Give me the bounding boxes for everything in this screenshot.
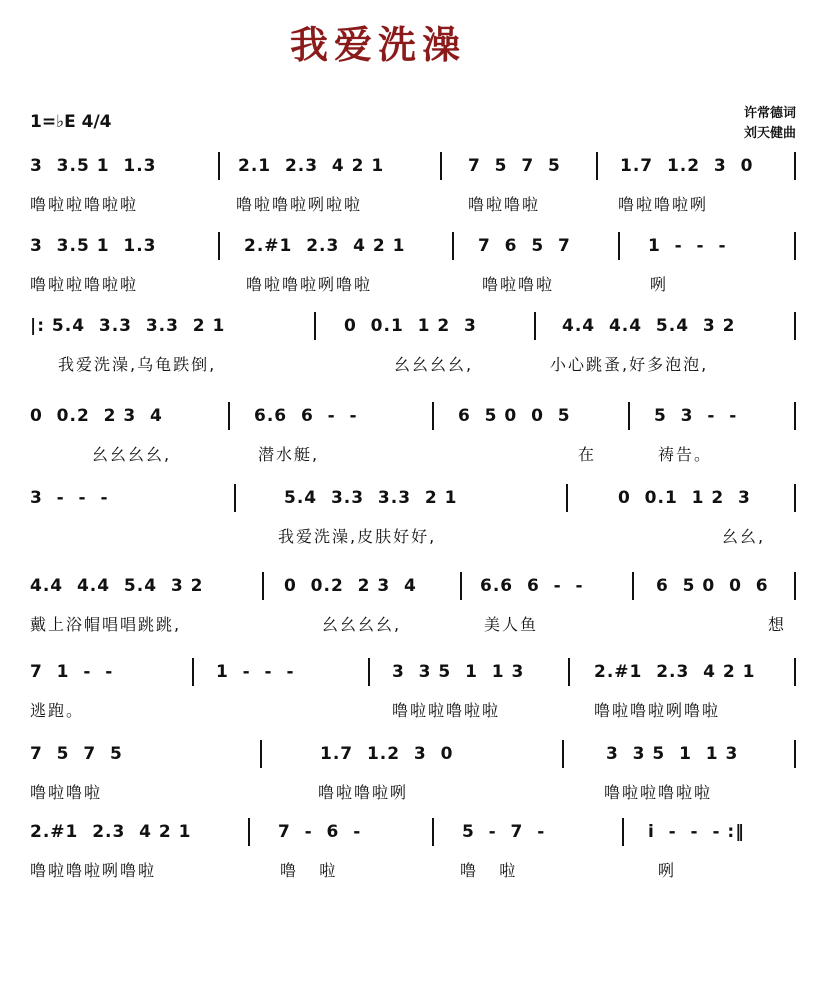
lyric-segment: 我爱洗澡,乌龟跌倒,	[58, 355, 217, 374]
notes-row-3	[22, 312, 802, 342]
song-title: 我爱洗澡	[289, 22, 466, 67]
notes-row-2	[22, 232, 802, 262]
key-signature: 1=♭E 4/4	[30, 112, 112, 132]
measure: i - - - :‖	[648, 822, 745, 842]
barline	[794, 232, 796, 260]
measure: 3 3.5 1 1.3	[30, 236, 157, 256]
composer-credit: 刘天健曲	[743, 126, 796, 141]
measure: 7 - 6 -	[278, 822, 362, 842]
barline	[460, 572, 462, 600]
lyric-segment: 想	[768, 615, 787, 634]
lyric-segment: 噜啦噜啦	[30, 783, 103, 802]
measure: 3 3 5 1 1 3	[606, 744, 739, 764]
lyric-segment: 潜水艇,	[258, 445, 320, 464]
lyric-segment: 噜啦噜啦咧	[618, 195, 709, 214]
measure: 3 - - -	[30, 488, 109, 508]
barline	[314, 312, 316, 340]
notes-row-4	[22, 402, 802, 432]
lyric-segment: 祷告。	[658, 445, 713, 464]
measure: 0 0.1 1 2 3	[344, 316, 477, 336]
lyric-segment: 戴上浴帽唱唱跳跳,	[30, 615, 182, 634]
measure: 7 5 7 5	[468, 156, 561, 176]
measure: 3 3.5 1 1.3	[30, 156, 157, 176]
measure: 7 6 5 7	[478, 236, 571, 256]
barline	[192, 658, 194, 686]
measure: 0 0.1 1 2 3	[618, 488, 751, 508]
notes-row-5	[22, 484, 802, 514]
barline	[632, 572, 634, 600]
measure: 5 - 7 -	[462, 822, 546, 842]
lyric-segment: 噜啦啦噜啦啦	[392, 701, 501, 720]
lyric-segment: 噜啦噜啦咧噜啦	[30, 861, 157, 880]
lyric-segment: 噜啦噜啦	[482, 275, 555, 294]
notes-row-9	[22, 818, 802, 848]
measure: 2.#1 2.3 4 2 1	[244, 236, 406, 256]
notes-row-6	[22, 572, 802, 602]
lyric-segment: 逃跑。	[30, 701, 85, 720]
barline	[618, 232, 620, 260]
lyric-segment: 噜啦噜啦	[468, 195, 541, 214]
measure: 4.4 4.4 5.4 3 2	[30, 576, 204, 596]
lyric-segment: 幺幺,	[722, 527, 766, 546]
barline	[566, 484, 568, 512]
barline	[794, 740, 796, 768]
barline	[262, 572, 264, 600]
measure: 0 0.2 2 3 4	[284, 576, 417, 596]
lyric-segment: 咧	[650, 275, 669, 294]
notes-row-8	[22, 740, 802, 770]
lyric-segment: 幺幺幺幺,	[394, 355, 474, 374]
measure: |: 5.4 3.3 3.3 2 1	[30, 316, 226, 336]
barline	[368, 658, 370, 686]
barline	[248, 818, 250, 846]
lyricist-credit: 许常德词	[743, 106, 796, 121]
measure: 6.6 6 - -	[254, 406, 358, 426]
measure: 5 3 - -	[654, 406, 738, 426]
measure: 0 0.2 2 3 4	[30, 406, 163, 426]
lyric-segment: 咧	[658, 861, 677, 880]
lyric-segment: 噜啦噜啦咧噜啦	[594, 701, 721, 720]
measure: 3 3 5 1 1 3	[392, 662, 525, 682]
barline	[794, 658, 796, 686]
measure: 6.6 6 - -	[480, 576, 584, 596]
lyric-segment: 噜 啦	[280, 861, 338, 880]
barline	[228, 402, 230, 430]
barline	[596, 152, 598, 180]
lyric-segment: 幺幺幺幺,	[92, 445, 172, 464]
lyrics-row-3	[22, 352, 802, 447]
barline	[432, 818, 434, 846]
barline	[622, 818, 624, 846]
measure: 2.1 2.3 4 2 1	[238, 156, 385, 176]
barline	[794, 402, 796, 430]
barline	[794, 312, 796, 340]
barline	[794, 572, 796, 600]
barline	[218, 152, 220, 180]
lyric-segment: 噜啦啦噜啦啦	[604, 783, 713, 802]
measure: 1 - - -	[216, 662, 295, 682]
barline	[562, 740, 564, 768]
barline	[440, 152, 442, 180]
lyric-segment: 小心跳蚤,好多泡泡,	[550, 355, 709, 374]
lyric-segment: 噜 啦	[460, 861, 518, 880]
lyric-segment: 噜啦噜啦咧啦啦	[236, 195, 363, 214]
barline	[534, 312, 536, 340]
measure: 6 5 0 0 6	[656, 576, 769, 596]
measure: 6 5 0 0 5	[458, 406, 571, 426]
measure: 7 1 - -	[30, 662, 114, 682]
measure: 7 5 7 5	[30, 744, 123, 764]
lyric-segment: 噜啦噜啦咧	[318, 783, 409, 802]
lyric-segment: 美人鱼	[484, 615, 539, 634]
measure: 2.#1 2.3 4 2 1	[30, 822, 192, 842]
notes-row-1	[22, 152, 802, 182]
lyric-segment: 幺幺幺幺,	[322, 615, 402, 634]
measure: 5.4 3.3 3.3 2 1	[284, 488, 458, 508]
measure: 1.7 1.2 3 0	[620, 156, 754, 176]
measure: 1 - - -	[648, 236, 727, 256]
barline	[218, 232, 220, 260]
barline	[794, 152, 796, 180]
barline	[432, 402, 434, 430]
barline	[568, 658, 570, 686]
measure: 2.#1 2.3 4 2 1	[594, 662, 756, 682]
lyric-segment: 我爱洗澡,皮肤好好,	[278, 527, 437, 546]
barline	[260, 740, 262, 768]
measure: 1.7 1.2 3 0	[320, 744, 454, 764]
lyric-segment: 噜啦噜啦咧噜啦	[246, 275, 373, 294]
lyric-segment: 在	[578, 445, 597, 464]
lyrics-row-9	[22, 858, 802, 972]
barline	[452, 232, 454, 260]
barline	[794, 484, 796, 512]
barline	[628, 402, 630, 430]
notes-row-7	[22, 658, 802, 688]
barline	[234, 484, 236, 512]
lyric-segment: 噜啦啦噜啦啦	[30, 275, 139, 294]
measure: 4.4 4.4 5.4 3 2	[562, 316, 736, 336]
credits	[744, 104, 796, 144]
lyric-segment: 噜啦啦噜啦啦	[30, 195, 139, 214]
